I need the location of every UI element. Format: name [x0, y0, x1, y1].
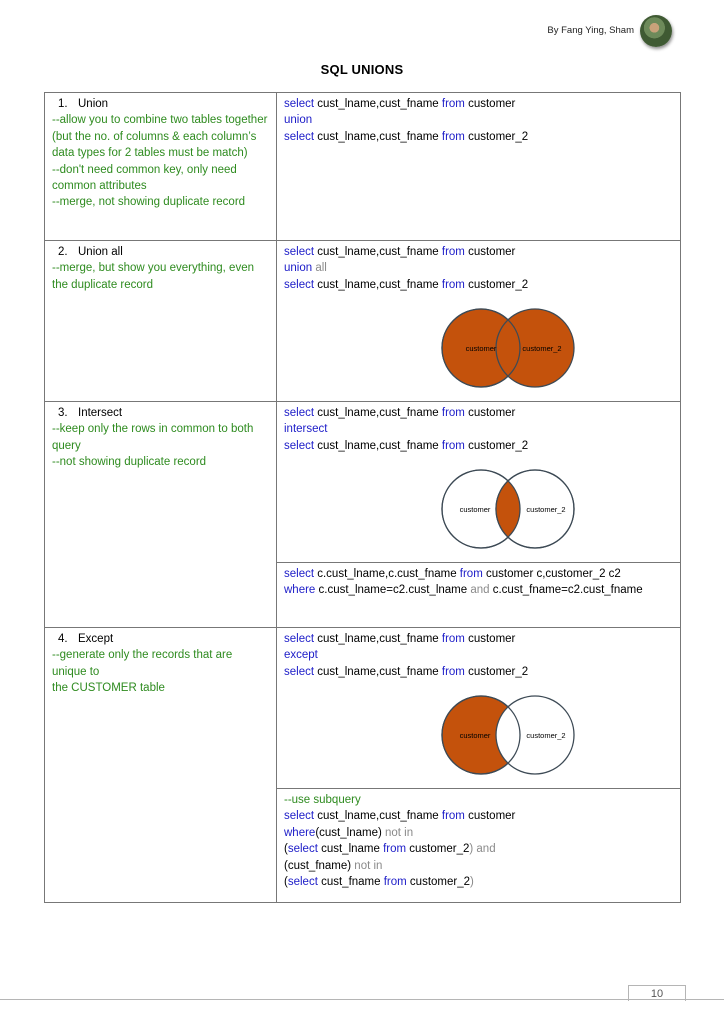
- section-name: Intersect: [78, 407, 123, 419]
- except-note-1: --generate only the records that are unique to: [52, 649, 233, 678]
- union-all-query: [277, 241, 681, 402]
- code-line: union all: [284, 262, 327, 275]
- except-description: [45, 628, 277, 903]
- code-line: union: [284, 114, 313, 127]
- code-line: intersect: [284, 423, 328, 436]
- code-line: select cust_lname,cust_fname from customer_2: [284, 130, 529, 143]
- code-line: select cust_lname,cust_fname from customer_2: [284, 278, 529, 291]
- intersect-note-2: --not showing duplicate record: [52, 456, 207, 469]
- union-all-description: [45, 241, 277, 402]
- section-number: 2.: [58, 246, 68, 258]
- except-note-2: the CUSTOMER table: [52, 682, 165, 695]
- except-query: [277, 628, 681, 789]
- venn-right-label: customer_2: [526, 731, 566, 741]
- author-credit: By Fang Ying, Sham: [547, 25, 634, 36]
- code-line: (select cust_fname from customer_2): [284, 876, 474, 889]
- section-name: Union all: [78, 246, 123, 258]
- table-row: [45, 628, 681, 789]
- code-line: select cust_lname,cust_fname from customer: [284, 407, 516, 419]
- table-row: [45, 93, 681, 241]
- footer-divider: [0, 999, 724, 1000]
- code-line: select cust_lname,cust_fname from customer_2: [284, 439, 529, 452]
- venn-right-label: customer_2: [522, 344, 562, 354]
- code-line: select cust_lname,cust_fname from customer_2: [284, 665, 529, 678]
- venn-intersect-diagram: [284, 454, 676, 549]
- venn-right-label: customer_2: [526, 505, 566, 515]
- page-number: 10: [628, 985, 686, 1001]
- code-line: select c.cust_lname,c.cust_fname from customer c,customer_2 c2: [284, 568, 621, 580]
- section-name: Union: [78, 98, 109, 110]
- venn-except-diagram: [284, 680, 676, 775]
- code-line: select cust_lname,cust_fname from customer: [284, 246, 516, 258]
- union-description: [45, 93, 277, 241]
- code-line: select cust_lname,cust_fname from customer: [284, 633, 516, 645]
- intersect-description: [45, 402, 277, 628]
- code-line: (cust_fname) not in: [284, 859, 383, 872]
- code-line: select cust_lname,cust_fname from customer: [284, 98, 516, 110]
- code-comment: --use subquery: [284, 794, 361, 806]
- venn-union-all-diagram: [284, 293, 676, 388]
- table-row: [45, 402, 681, 563]
- section-number: 4.: [58, 633, 68, 645]
- union-note-1: --allow you to combine two tables together (but the no. of columns & each column’s data types for 2 tables must be match): [52, 114, 268, 160]
- union-note-3: --merge, not showing duplicate record: [52, 196, 246, 209]
- union-note-2: --don't need common key, only need common attributes: [52, 163, 237, 193]
- sql-unions-table: [44, 92, 681, 903]
- code-line: where c.cust_lname=c2.cust_lname and c.cust_fname=c2.cust_fname: [284, 584, 643, 597]
- union-all-note-1: --merge, but show you everything, even the duplicate record: [52, 262, 254, 291]
- section-number: 1.: [58, 98, 68, 110]
- code-line: where(cust_lname) not in: [284, 826, 414, 839]
- section-name: Except: [78, 633, 114, 645]
- union-query: [277, 93, 681, 241]
- venn-left-label: customer: [459, 505, 491, 515]
- intersect-note-1: --keep only the rows in common to both query: [52, 423, 254, 452]
- venn-left-label: customer: [465, 344, 497, 354]
- except-alt-query: [277, 789, 681, 903]
- venn-left-label: customer: [459, 731, 491, 741]
- code-line: select cust_lname,cust_fname from customer: [284, 810, 516, 823]
- intersect-alt-query: [277, 563, 681, 628]
- intersect-query: [277, 402, 681, 563]
- author-avatar: [640, 15, 672, 47]
- section-number: 3.: [58, 407, 68, 419]
- page-title: SQL UNIONS: [320, 62, 404, 77]
- code-line: except: [284, 649, 318, 662]
- code-line: (select cust_lname from customer_2) and: [284, 843, 496, 856]
- table-row: [45, 241, 681, 402]
